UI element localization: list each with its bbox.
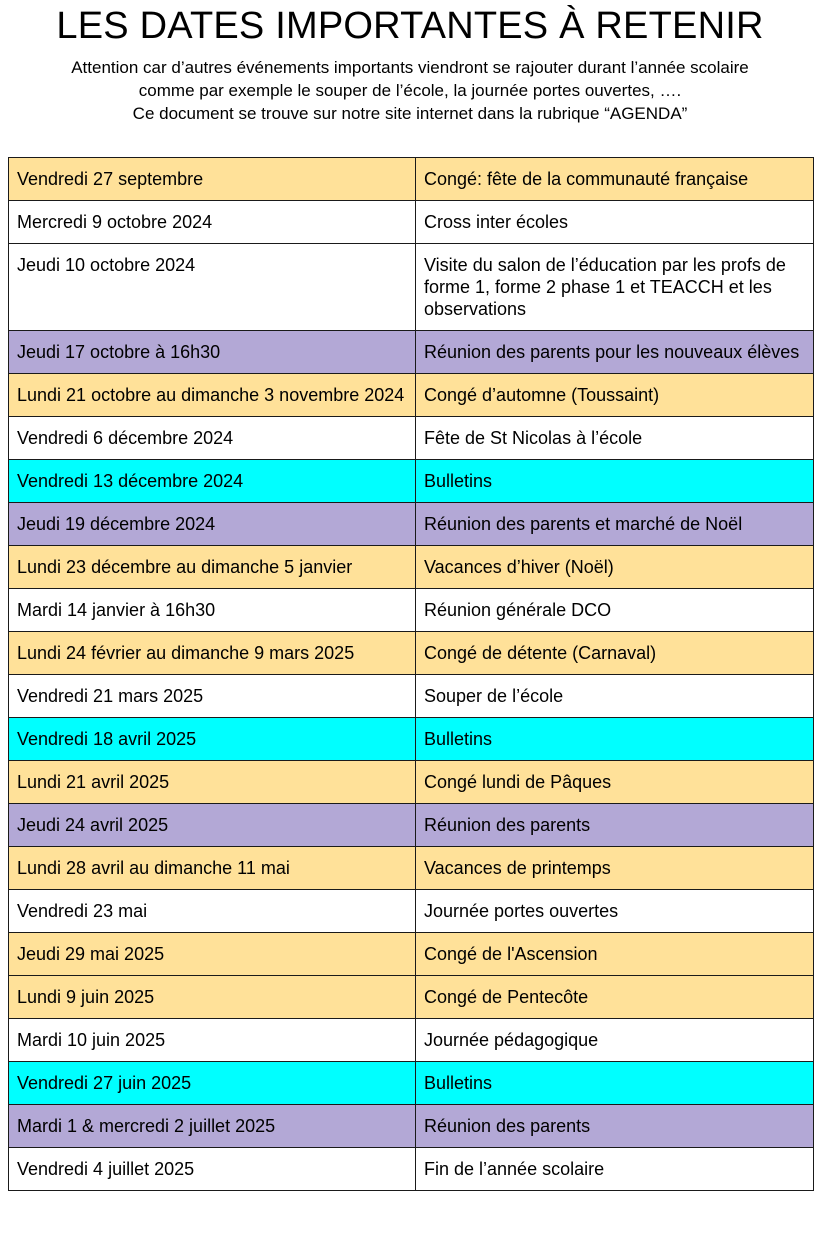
event-cell: Congé de détente (Carnaval)	[416, 632, 814, 675]
event-cell: Vacances de printemps	[416, 847, 814, 890]
event-cell: Fin de l’année scolaire	[416, 1148, 814, 1191]
date-cell: Lundi 21 avril 2025	[9, 761, 416, 804]
event-cell: Souper de l’école	[416, 675, 814, 718]
event-cell: Cross inter écoles	[416, 201, 814, 244]
date-cell: Lundi 9 juin 2025	[9, 976, 416, 1019]
dates-table	[8, 157, 814, 1191]
date-cell: Jeudi 29 mai 2025	[9, 933, 416, 976]
table-row	[9, 632, 814, 675]
date-cell: Lundi 23 décembre au dimanche 5 janvier	[9, 546, 416, 589]
intro-line: Attention car d’autres événements importants viendront se rajouter durant l’année scolaire	[71, 58, 749, 77]
table-row	[9, 201, 814, 244]
date-cell: Jeudi 19 décembre 2024	[9, 503, 416, 546]
event-cell: Congé de l'Ascension	[416, 933, 814, 976]
table-row	[9, 158, 814, 201]
event-cell: Réunion des parents pour les nouveaux élèves	[416, 331, 814, 374]
event-cell: Réunion des parents	[416, 1105, 814, 1148]
table-row	[9, 761, 814, 804]
date-cell: Mardi 10 juin 2025	[9, 1019, 416, 1062]
event-cell: Journée pédagogique	[416, 1019, 814, 1062]
date-cell: Vendredi 23 mai	[9, 890, 416, 933]
table-row	[9, 1105, 814, 1148]
table-row	[9, 718, 814, 761]
date-cell: Jeudi 24 avril 2025	[9, 804, 416, 847]
event-cell: Congé de Pentecôte	[416, 976, 814, 1019]
table-row	[9, 331, 814, 374]
page-title: LES DATES IMPORTANTES À RETENIR	[56, 5, 764, 47]
date-cell: Vendredi 13 décembre 2024	[9, 460, 416, 503]
date-cell: Mardi 1 & mercredi 2 juillet 2025	[9, 1105, 416, 1148]
event-cell: Congé lundi de Pâques	[416, 761, 814, 804]
table-row	[9, 1148, 814, 1191]
table-row	[9, 1062, 814, 1105]
date-cell: Vendredi 27 septembre	[9, 158, 416, 201]
table-row	[9, 374, 814, 417]
date-cell: Mardi 14 janvier à 16h30	[9, 589, 416, 632]
table-row	[9, 460, 814, 503]
event-cell: Réunion générale DCO	[416, 589, 814, 632]
table-row	[9, 675, 814, 718]
table-row	[9, 503, 814, 546]
table-row	[9, 890, 814, 933]
event-cell: Congé: fête de la communauté française	[416, 158, 814, 201]
date-cell: Vendredi 18 avril 2025	[9, 718, 416, 761]
event-cell: Réunion des parents et marché de Noël	[416, 503, 814, 546]
event-cell: Bulletins	[416, 718, 814, 761]
table-row	[9, 1019, 814, 1062]
table-row	[9, 976, 814, 1019]
table-row	[9, 244, 814, 331]
table-row	[9, 546, 814, 589]
intro-line: comme par exemple le souper de l’école, la journée portes ouvertes, ….	[138, 81, 682, 100]
event-cell: Congé d’automne (Toussaint)	[416, 374, 814, 417]
event-cell: Fête de St Nicolas à l’école	[416, 417, 814, 460]
date-cell: Lundi 21 octobre au dimanche 3 novembre 2024	[9, 374, 416, 417]
table-row	[9, 417, 814, 460]
intro-line: Ce document se trouve sur notre site internet dans la rubrique “AGENDA”	[132, 104, 688, 123]
date-cell: Vendredi 6 décembre 2024	[9, 417, 416, 460]
event-cell: Vacances d’hiver (Noël)	[416, 546, 814, 589]
date-cell: Vendredi 21 mars 2025	[9, 675, 416, 718]
event-cell: Journée portes ouvertes	[416, 890, 814, 933]
date-cell: Jeudi 17 octobre à 16h30	[9, 331, 416, 374]
event-cell: Visite du salon de l’éducation par les profs de forme 1, forme 2 phase 1 et TEACCH et les observations	[416, 244, 814, 331]
event-cell: Bulletins	[416, 1062, 814, 1105]
date-cell: Lundi 28 avril au dimanche 11 mai	[9, 847, 416, 890]
date-cell: Lundi 24 février au dimanche 9 mars 2025	[9, 632, 416, 675]
date-cell: Jeudi 10 octobre 2024	[9, 244, 416, 331]
date-cell: Vendredi 27 juin 2025	[9, 1062, 416, 1105]
table-row	[9, 933, 814, 976]
event-cell: Réunion des parents	[416, 804, 814, 847]
table-row	[9, 804, 814, 847]
table-row	[9, 847, 814, 890]
date-cell: Mercredi 9 octobre 2024	[9, 201, 416, 244]
event-cell: Bulletins	[416, 460, 814, 503]
date-cell: Vendredi 4 juillet 2025	[9, 1148, 416, 1191]
table-row	[9, 589, 814, 632]
intro-text	[0, 56, 820, 125]
